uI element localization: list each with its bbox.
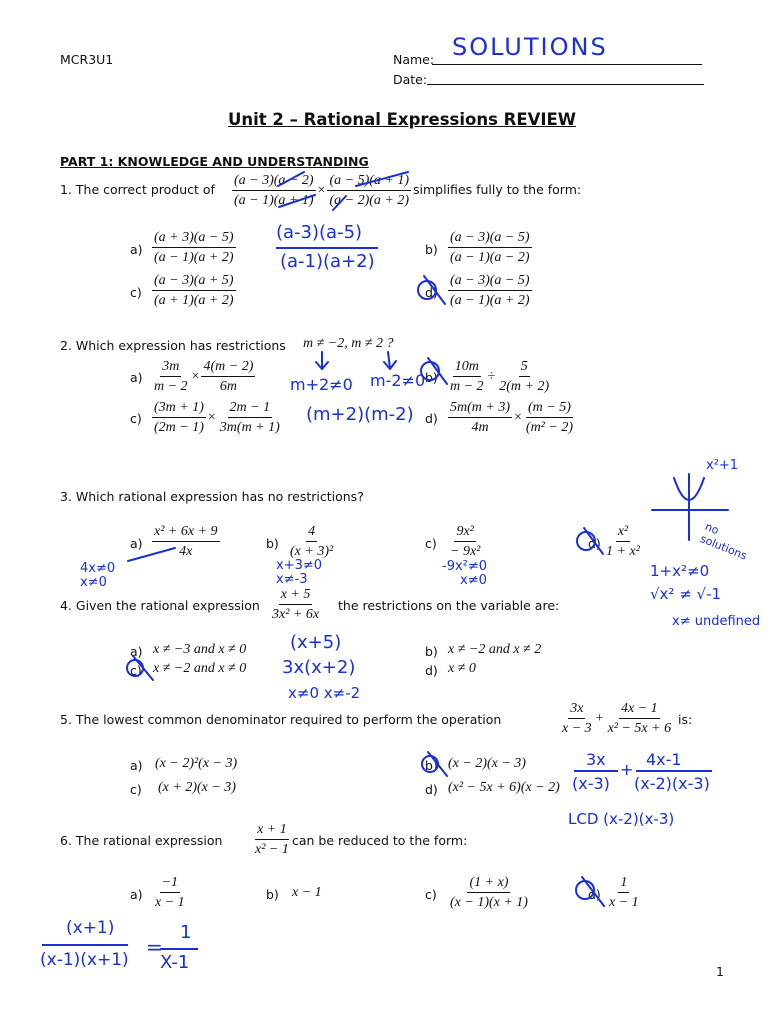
q2-arrow-2 <box>384 352 396 369</box>
q5-f1-num: 3x <box>568 700 585 719</box>
q1-d-label: d) <box>425 285 438 300</box>
q1-cancel-3 <box>356 172 408 186</box>
q6-work-result-num: 1 <box>180 922 192 943</box>
q6-d-label: d) <box>588 887 601 902</box>
q2-d-label: d) <box>425 411 438 426</box>
q5-b-label: b) <box>425 758 438 773</box>
q1-answer-mark <box>418 276 445 304</box>
q3-work-a2: x≠0 <box>80 575 107 590</box>
q5-work-f2-num: 4x-1 <box>646 750 682 769</box>
q1-work-den: (a-1)(a+2) <box>280 251 375 272</box>
q2-c-f1-num: (3m + 1) <box>152 399 206 418</box>
q3-work-d3: x≠ undefined <box>672 614 761 629</box>
course-code: MCR3U1 <box>60 52 114 67</box>
q2-d-f2-num: (m − 5) <box>526 399 573 418</box>
q2-a-f2-den: 6m <box>219 379 237 394</box>
q3-d-label: d) <box>588 536 601 551</box>
q6-d-num: 1 <box>618 874 629 893</box>
q2-c-f2-den: 3m(m + 1) <box>219 420 280 435</box>
q2-a-label: a) <box>130 370 143 385</box>
q1-f2-den: (a − 2)(a + 2) <box>329 193 409 208</box>
page-title: Unit 2 – Rational Expressions REVIEW <box>228 110 577 129</box>
graph-sketch <box>652 474 728 540</box>
q3-work-c1: -9x²≠0 <box>442 559 488 574</box>
q5-f2-num: 4x − 1 <box>619 700 660 719</box>
q4-option-b[interactable]: x ≠ −2 and x ≠ 2 <box>448 642 542 657</box>
q2-c-f2-num: 2m − 1 <box>228 399 273 418</box>
q2-arrow-1 <box>316 352 328 369</box>
q3-answer-mark <box>577 528 603 554</box>
q3-work-a1: 4x≠0 <box>80 561 116 576</box>
q6-d-den: x − 1 <box>609 895 639 910</box>
q1-d-den: (a − 1)(a + 2) <box>450 293 530 308</box>
q6-work-num: (x+1) <box>66 918 115 938</box>
q6-stem-after: can be reduced to the form: <box>292 833 468 848</box>
q3-pointer-line <box>128 548 175 561</box>
q3-work-d2: √x² ≠ √-1 <box>650 585 722 603</box>
q1-a-label: a) <box>130 242 143 257</box>
q1-b-num: (a − 3)(a − 5) <box>448 229 532 248</box>
q1-c-den: (a + 1)(a + 2) <box>154 293 234 308</box>
q2-d-f1-den: 4m <box>471 420 489 435</box>
q4-a-label: a) <box>130 644 143 659</box>
q4-answer-mark <box>127 656 153 680</box>
q4-b-label: b) <box>425 644 438 659</box>
q3-b-num: 4 <box>306 523 317 542</box>
part-title: PART 1: KNOWLEDGE AND UNDERSTANDING <box>60 154 369 169</box>
q6-option-b[interactable]: x − 1 <box>292 885 322 900</box>
q3-work-b2: x≠-3 <box>276 572 308 587</box>
q4-option-d[interactable]: x ≠ 0 <box>448 661 476 676</box>
q3-work-b1: x+3≠0 <box>276 558 323 573</box>
q6-work-den: (x-1)(x+1) <box>40 950 129 970</box>
graph-note: no solutions <box>698 520 749 563</box>
q5-f1-den: x − 3 <box>562 721 592 736</box>
q2-work-1: m+2≠0 <box>290 375 353 394</box>
q1-a-den: (a − 1)(a + 2) <box>154 250 234 265</box>
q1-f2-num: (a − 5)(a + 1) <box>327 172 411 191</box>
q1-cancel-1 <box>278 172 304 186</box>
q2-stem: 2. Which expression has restrictions <box>60 338 286 353</box>
q5-option-c[interactable]: (x + 2)(x − 3) <box>158 780 236 795</box>
q2-answer-mark <box>421 358 447 384</box>
q5-answer-mark <box>422 752 447 776</box>
q2-b-f1-num: 10m <box>453 358 481 377</box>
q3-stem: 3. Which rational expression has no restrictions? <box>60 489 364 504</box>
q2-work-3: (m+2)(m-2) <box>306 404 414 425</box>
q4-den: 3x² + 6x <box>272 607 320 622</box>
q2-c-label: c) <box>130 411 142 426</box>
q2-d-f2-den: (m² − 2) <box>525 420 573 435</box>
q1-stem-after: simplifies fully to the form: <box>413 182 582 197</box>
q1-times: × <box>317 182 326 198</box>
q5-a-label: a) <box>130 758 143 773</box>
page-number: 1 <box>716 964 724 979</box>
q5-op: + <box>595 710 604 726</box>
q3-c-label: c) <box>425 536 437 551</box>
q6-a-den: x − 1 <box>155 895 185 910</box>
q2-b-op: ÷ <box>487 368 496 384</box>
q1-c-label: c) <box>130 285 142 300</box>
q2-c-f1-den: (2m − 1) <box>154 420 204 435</box>
q1-work-num: (a-3)(a-5) <box>276 222 363 243</box>
q1-b-den: (a − 1)(a − 2) <box>450 250 530 265</box>
q6-a-label: a) <box>130 887 143 902</box>
q4-d-label: d) <box>425 663 438 678</box>
q5-c-label: c) <box>130 782 142 797</box>
q6-stem: 6. The rational expression <box>60 833 223 848</box>
q2-work-2: m-2≠0 <box>370 371 426 390</box>
q4-work-num: (x+5) <box>290 632 342 653</box>
q3-c-den: − 9x² <box>450 544 481 559</box>
q5-option-a[interactable]: (x − 2)²(x − 3) <box>155 756 238 771</box>
q3-c-num: 9x² <box>454 523 475 542</box>
q6-den: x² − 1 <box>255 842 289 857</box>
q6-c-label: c) <box>425 887 437 902</box>
q1-cancel-2 <box>279 195 315 207</box>
q6-b-label: b) <box>266 887 279 902</box>
q2-b-label: b) <box>425 370 438 385</box>
q3-work-c2: x≠0 <box>460 573 487 588</box>
q4-work-restrictions: x≠0 x≠-2 <box>288 684 361 702</box>
q3-work-d1: 1+x²≠0 <box>650 562 710 580</box>
q6-work-eq: = <box>146 935 163 959</box>
q2-c-op: × <box>207 409 216 425</box>
q1-f1-den: (a − 1)(a + 1) <box>234 193 314 208</box>
q5-stem: 5. The lowest common denominator required to perform the operation <box>60 712 502 727</box>
q6-c-num: (1 + x) <box>467 874 510 893</box>
q2-a-op: × <box>191 368 200 384</box>
q5-work-f2-den: (x-2)(x-3) <box>634 774 710 793</box>
name-value: SOLUTIONS <box>452 33 608 61</box>
q5-f2-den: x² − 5x + 6 <box>607 721 672 736</box>
q3-a-num: x² + 6x + 9 <box>152 523 220 542</box>
q4-option-a[interactable]: x ≠ −3 and x ≠ 0 <box>153 642 247 657</box>
q3-a-den: 4x <box>179 544 193 559</box>
graph-label: x²+1 <box>706 458 739 473</box>
q2-b-f1-den: m − 2 <box>450 379 484 394</box>
q4-num: x + 5 <box>279 586 313 605</box>
q1-b-label: b) <box>425 242 438 257</box>
q1-cancel-4 <box>333 196 346 210</box>
date-label: Date: <box>393 72 428 87</box>
q2-restrictions: m ≠ −2, m ≠ 2 ? <box>303 336 394 351</box>
q6-c-den: (x − 1)(x + 1) <box>450 895 528 910</box>
q1-f1-num: (a − 3)(a − 2) <box>232 172 316 191</box>
name-label: Name: <box>393 52 435 67</box>
q3-a-label: a) <box>130 536 143 551</box>
q3-d-num: x² <box>616 523 630 542</box>
q4-stem: 4. Given the rational expression <box>60 598 260 613</box>
q5-work-f1-den: (x-3) <box>572 774 610 793</box>
q1-c-num: (a − 3)(a + 5) <box>152 272 236 291</box>
q4-stem-after: the restrictions on the variable are: <box>338 598 560 613</box>
q5-work-plus: + <box>620 760 634 779</box>
q3-d-den: 1 + x² <box>606 544 640 559</box>
q4-work-den: 3x(x+2) <box>282 657 356 678</box>
q2-a-f1-num: 3m <box>160 358 181 377</box>
q5-work-lcd: LCD (x-2)(x-3) <box>568 810 675 828</box>
q5-d-label: d) <box>425 782 438 797</box>
q1-d-num: (a − 3)(a − 5) <box>448 272 532 291</box>
q2-d-f1-num: 5m(m + 3) <box>448 399 512 418</box>
q1-a-num: (a + 3)(a − 5) <box>152 229 236 248</box>
q2-b-f2-den: 2(m + 2) <box>499 379 550 394</box>
q5-option-d[interactable]: (x² − 5x + 6)(x − 2) <box>448 780 560 795</box>
q4-c-label: c) <box>130 663 142 678</box>
q3-b-den: (x + 3)² <box>290 544 334 559</box>
q2-d-op: × <box>514 409 522 425</box>
q2-a-f1-den: m − 2 <box>154 379 188 394</box>
q4-option-c[interactable]: x ≠ −2 and x ≠ 0 <box>153 661 247 676</box>
q3-b-label: b) <box>266 536 279 551</box>
q1-stem: 1. The correct product of <box>60 182 215 197</box>
q6-answer-mark <box>576 877 604 906</box>
q2-b-f2-num: 5 <box>519 358 530 377</box>
q5-stem-after: is: <box>678 712 693 727</box>
q2-a-f2-num: 4(m − 2) <box>201 358 255 377</box>
q5-option-b[interactable]: (x − 2)(x − 3) <box>448 756 526 771</box>
q6-work-result-den: X-1 <box>160 952 190 973</box>
q5-work-f1-num: 3x <box>586 750 606 769</box>
q6-a-num: −1 <box>160 874 180 893</box>
q6-num: x + 1 <box>255 821 289 840</box>
